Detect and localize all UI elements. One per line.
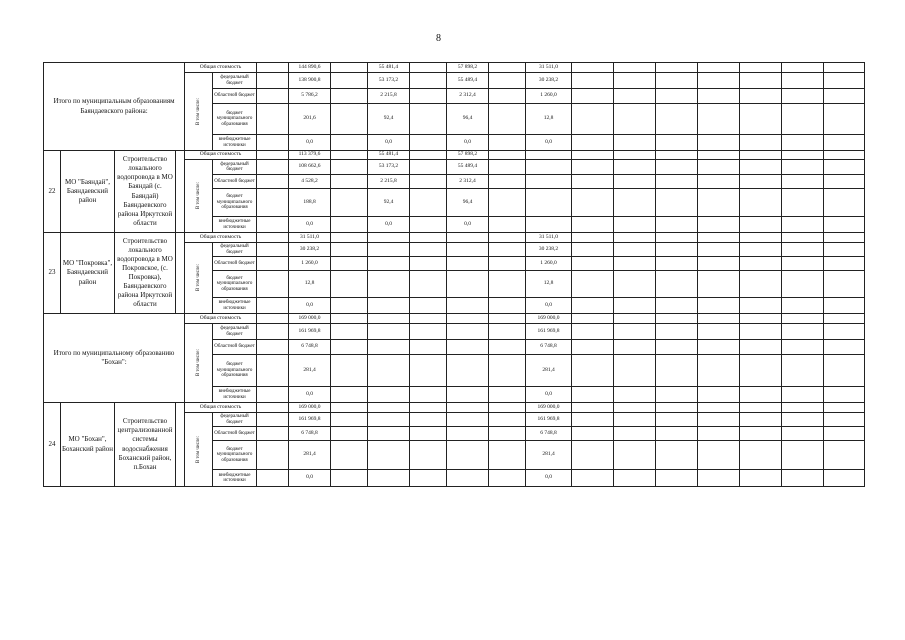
total-cost-label: Общая стоимость (185, 314, 257, 324)
total-cost-label: Общая стоимость (185, 403, 257, 413)
source-label: федеральный бюджет (213, 73, 257, 89)
value-cell: 55 489,4 (447, 73, 489, 89)
value-cell: 31 511,0 (526, 233, 572, 243)
page-number: 8 (436, 33, 441, 44)
value-cell: 2 215,8 (368, 175, 410, 189)
source-label: федеральный бюджет (213, 324, 257, 340)
value-cell: 281,4 (526, 355, 572, 387)
source-label: Областной бюджет (213, 175, 257, 189)
including-label: В том числе: (185, 160, 213, 233)
value-cell: 1 260,0 (526, 257, 572, 271)
value-cell: 2 312,4 (447, 175, 489, 189)
value-cell: 55 481,4 (368, 151, 410, 160)
value-cell: 6 748,8 (526, 427, 572, 441)
value-cell: 12,8 (526, 271, 572, 298)
source-label: Областной бюджет (213, 89, 257, 104)
value-cell: 169 000,0 (526, 314, 572, 324)
project-name: Строительство централизованной системы водоснабжения Боханский район, п.Бохан (115, 403, 176, 487)
source-label: внебюджетные источники (213, 470, 257, 487)
value-cell: 57 898,2 (447, 63, 489, 73)
value-cell: 0,0 (526, 387, 572, 403)
value-cell: 55 489,4 (447, 160, 489, 175)
value-cell: 0,0 (368, 135, 410, 151)
value-cell: 0,0 (368, 217, 410, 233)
value-cell: 30 238,2 (526, 243, 572, 257)
value-cell: 96,4 (447, 104, 489, 135)
section-label-bayandai: Итого по муниципальным образованиям Баяндаевского района: (44, 63, 185, 151)
project-name: Строительство локального водопровода в МО Покровское, (с. Покровка), Баяндаевского района Иркутской области (115, 233, 176, 314)
source-label: бюджет муниципального образования (213, 441, 257, 470)
municipality-name: МО "Покровка", Баяндаевский район (61, 233, 115, 314)
including-label: В том числе: (185, 324, 213, 403)
value-cell: 0,0 (289, 217, 331, 233)
value-cell: 2 215,8 (368, 89, 410, 104)
value-cell: 53 173,2 (368, 73, 410, 89)
source-label: федеральный бюджет (213, 413, 257, 427)
source-label: федеральный бюджет (213, 160, 257, 175)
value-cell: 281,4 (289, 355, 331, 387)
value-cell: 161 969,8 (289, 413, 331, 427)
value-cell: 92,4 (368, 104, 410, 135)
value-cell: 1 260,0 (289, 257, 331, 271)
value-cell: 12,8 (526, 104, 572, 135)
source-label: бюджет муниципального образования (213, 189, 257, 217)
table-row (44, 314, 865, 324)
source-label: бюджет муниципального образования (213, 271, 257, 298)
value-cell: 6 748,8 (289, 427, 331, 441)
value-cell: 53 173,2 (368, 160, 410, 175)
value-cell: 108 662,6 (289, 160, 331, 175)
value-cell: 281,4 (289, 441, 331, 470)
municipality-name: МО "Баяндай", Баяндаевский район (61, 151, 115, 233)
including-label: В том числе: (185, 73, 213, 151)
value-cell: 96,4 (447, 189, 489, 217)
source-label: внебюджетные источники (213, 135, 257, 151)
including-label: В том числе: (185, 243, 213, 314)
table-row (44, 151, 865, 160)
value-cell: 31 511,0 (289, 233, 331, 243)
value-cell: 161 969,8 (526, 413, 572, 427)
value-cell: 161 969,8 (289, 324, 331, 340)
value-cell: 161 969,8 (526, 324, 572, 340)
value-cell: 12,8 (289, 271, 331, 298)
value-cell: 0,0 (289, 298, 331, 314)
funding-table (43, 62, 865, 487)
value-cell: 55 481,4 (368, 63, 410, 73)
row-number: 24 (44, 403, 61, 487)
value-cell: 0,0 (526, 298, 572, 314)
source-label: федеральный бюджет (213, 243, 257, 257)
value-cell: 281,4 (526, 441, 572, 470)
source-label: бюджет муниципального образования (213, 355, 257, 387)
value-cell: 6 748,8 (526, 340, 572, 355)
value-cell: 188,8 (289, 189, 331, 217)
value-cell: 31 511,0 (526, 63, 572, 73)
value-cell: 201,6 (289, 104, 331, 135)
row-number: 22 (44, 151, 61, 233)
value-cell: 0,0 (526, 470, 572, 487)
total-cost-label: Общая стоимость (185, 233, 257, 243)
value-cell: 0,0 (289, 135, 331, 151)
value-cell: 5 786,2 (289, 89, 331, 104)
value-cell: 0,0 (526, 135, 572, 151)
value-cell: 169 000,0 (526, 403, 572, 413)
municipality-name: МО "Бохан", Боханский район (61, 403, 115, 487)
row-number: 23 (44, 233, 61, 314)
source-label: Областной бюджет (213, 257, 257, 271)
total-cost-label: Общая стоимость (185, 151, 257, 160)
source-label: бюджет муниципального образования (213, 104, 257, 135)
value-cell: 169 000,0 (289, 314, 331, 324)
value-cell: 30 238,2 (289, 243, 331, 257)
source-label: внебюджетные источники (213, 387, 257, 403)
value-cell: 57 898,2 (447, 151, 489, 160)
table-row (44, 63, 865, 73)
value-cell: 169 000,0 (289, 403, 331, 413)
value-cell: 6 748,8 (289, 340, 331, 355)
total-cost-label: Общая стоимость (185, 63, 257, 73)
value-cell: 0,0 (447, 135, 489, 151)
table-row (44, 233, 865, 243)
project-name: Строительство локального водопровода в МО Баяндай (с. Баяндай) Баяндаевского района Иркутской области (115, 151, 176, 233)
value-cell: 92,4 (368, 189, 410, 217)
value-cell: 4 528,2 (289, 175, 331, 189)
value-cell: 0,0 (289, 470, 331, 487)
including-label: В том числе: (185, 413, 213, 487)
value-cell: 138 900,8 (289, 73, 331, 89)
source-label: Областной бюджет (213, 427, 257, 441)
source-label: внебюджетные источники (213, 298, 257, 314)
table-row (44, 403, 865, 413)
value-cell: 2 312,4 (447, 89, 489, 104)
source-label: внебюджетные источники (213, 217, 257, 233)
source-label: Областной бюджет (213, 340, 257, 355)
section-label-bokhan: Итого по муниципальному образованию "Бохан": (44, 314, 185, 403)
value-cell: 144 890,6 (289, 63, 331, 73)
value-cell: 1 260,0 (526, 89, 572, 104)
value-cell: 0,0 (289, 387, 331, 403)
value-cell: 0,0 (447, 217, 489, 233)
value-cell: 113 379,6 (289, 151, 331, 160)
value-cell: 30 238,2 (526, 73, 572, 89)
